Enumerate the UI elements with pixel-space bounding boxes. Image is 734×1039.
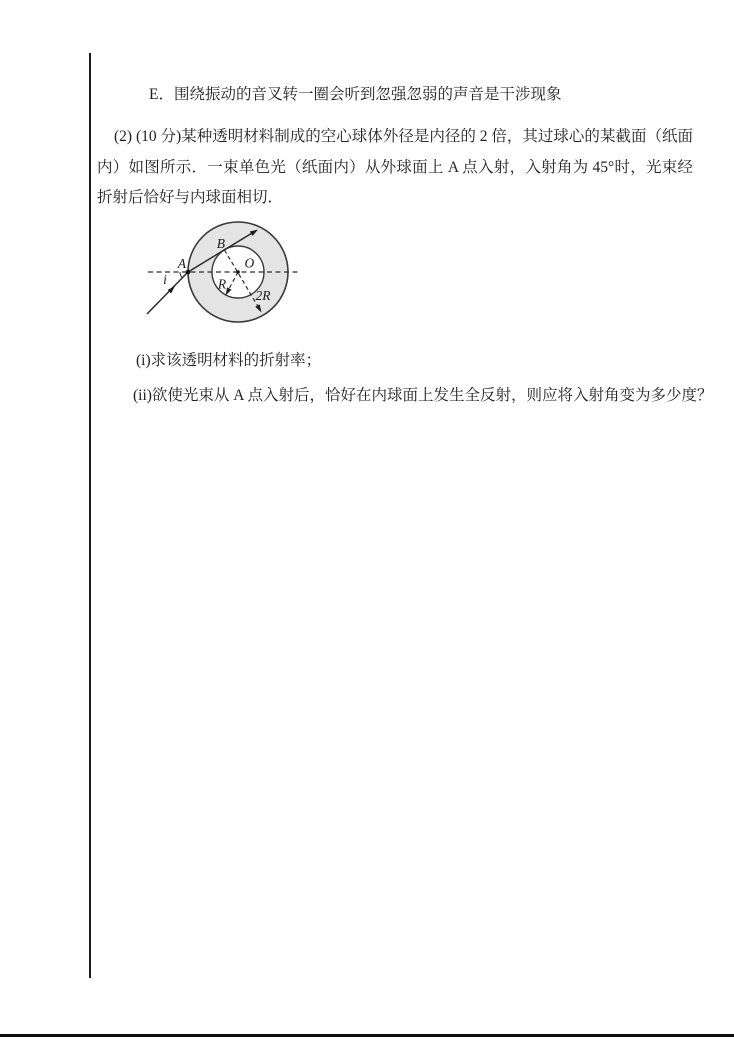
incident-ray — [147, 272, 188, 314]
label-radius-r: R — [217, 276, 227, 292]
center-o-dot — [236, 270, 240, 274]
label-point-a: A — [177, 256, 186, 271]
label-angle-i: i — [163, 272, 167, 287]
option-e-text: E．围绕振动的音叉转一圈会听到忽强忽弱的声音是干涉现象 — [149, 86, 562, 103]
page-bottom-rule — [0, 1034, 734, 1037]
label-center-o: O — [244, 255, 255, 271]
point-a-dot — [186, 270, 191, 275]
table-left-border — [89, 53, 91, 978]
label-point-b: B — [216, 236, 225, 251]
problem-statement: (2) (10 分)某种透明材料制成的空心球体外径是内径的 2 倍，其过球心的某截面（纸面内）如图所示．一束单色光（纸面内）从外球面上 A 点入射，入射角为 45°时，光束经折射后恰好与内球面相切． — [97, 128, 693, 206]
refraction-diagram — [141, 214, 307, 330]
label-radius-2r: 2R — [255, 288, 271, 303]
question-i-text: (i)求该透明材料的折射率； — [136, 352, 322, 369]
incidence-angle-arc — [180, 272, 182, 278]
question-ii-text: (ii)欲使光束从 A 点入射后，恰好在内球面上发生全反射，则应将入射角变为多少度？ — [133, 387, 713, 404]
